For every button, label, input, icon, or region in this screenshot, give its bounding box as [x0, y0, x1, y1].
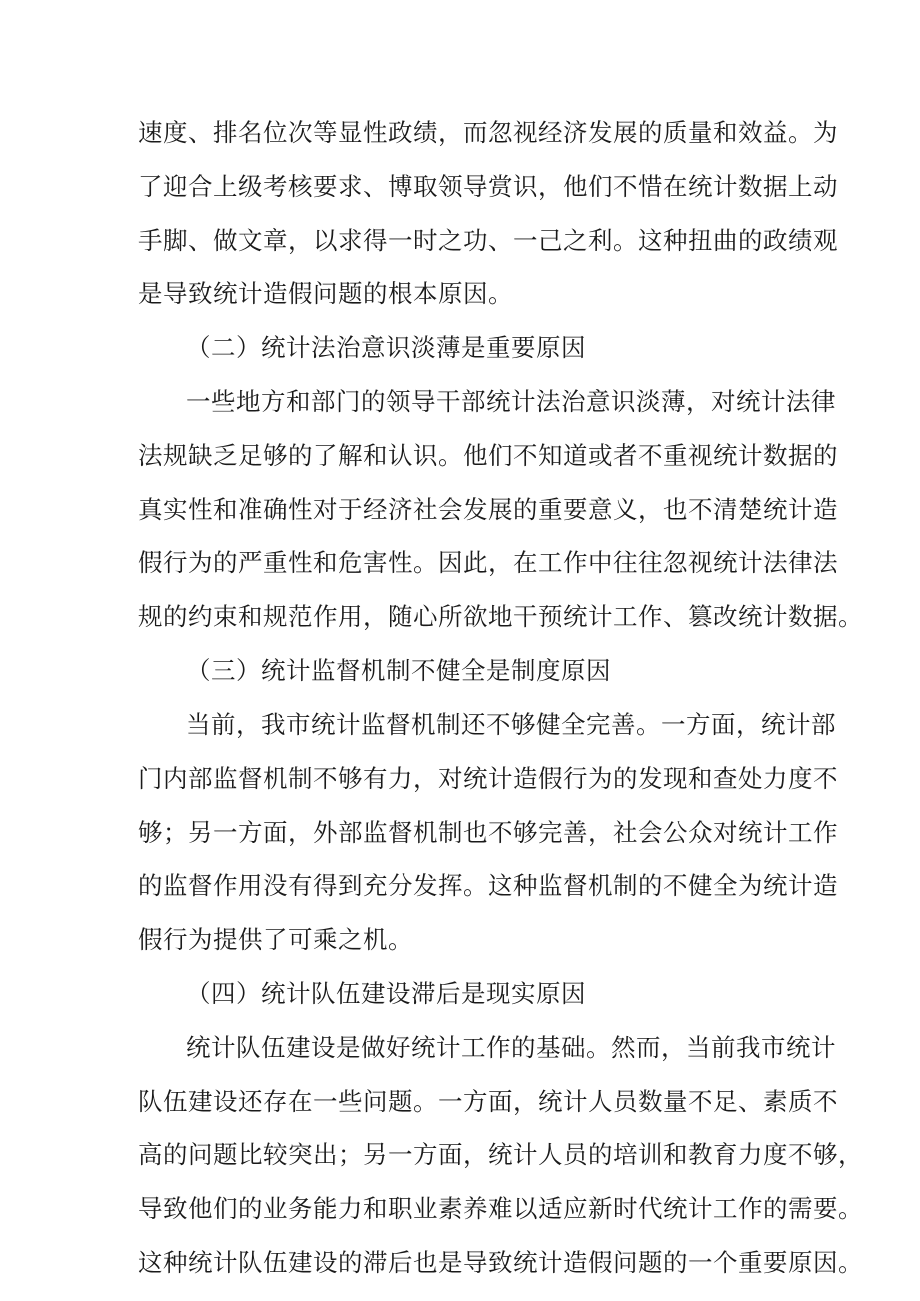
text-line: 手脚、做文章，以求得一时之功、一己之利。这种扭曲的政绩观 — [138, 226, 838, 255]
text-line: 假行为提供了可乘之机。 — [138, 925, 413, 954]
text-line: 的监督作用没有得到充分发挥。这种监督机制的不健全为统计造 — [138, 871, 838, 900]
section-heading: （二）统计法治意识淡薄是重要原因 — [186, 333, 586, 362]
text-line: 统计队伍建设是做好统计工作的基础。然而，当前我市统计 — [186, 1033, 836, 1062]
text-line: 高的问题比较突出；另一方面，统计人员的培训和教育力度不够， — [138, 1140, 863, 1169]
text-line: 这种统计队伍建设的滞后也是导致统计造假问题的一个重要原因。 — [138, 1248, 863, 1277]
section-heading: （四）统计队伍建设滞后是现实原因 — [186, 979, 586, 1008]
text-line: 真实性和准确性对于经济社会发展的重要意义，也不清楚统计造 — [138, 495, 838, 524]
text-line: 队伍建设还存在一些问题。一方面，统计人员数量不足、素质不 — [138, 1087, 838, 1116]
text-line: 导致他们的业务能力和职业素养难以适应新时代统计工作的需要。 — [138, 1194, 863, 1223]
section-heading: （三）统计监督机制不健全是制度原因 — [186, 656, 611, 685]
text-line: 了迎合上级考核要求、博取领导赏识，他们不惜在统计数据上动 — [138, 172, 838, 201]
text-line: 当前，我市统计监督机制还不够健全完善。一方面，统计部 — [186, 710, 836, 739]
text-line: 规的约束和规范作用，随心所欲地干预统计工作、篡改统计数据。 — [138, 602, 863, 631]
text-line: 一些地方和部门的领导干部统计法治意识淡薄，对统计法律 — [186, 387, 836, 416]
text-line: 法规缺乏足够的了解和认识。他们不知道或者不重视统计数据的 — [138, 441, 838, 470]
text-line: 速度、排名位次等显性政绩，而忽视经济发展的质量和效益。为 — [138, 118, 838, 147]
text-line: 是导致统计造假问题的根本原因。 — [138, 279, 513, 308]
text-line: 够；另一方面，外部监督机制也不够完善，社会公众对统计工作 — [138, 818, 838, 847]
text-line: 门内部监督机制不够有力，对统计造假行为的发现和查处力度不 — [138, 764, 838, 793]
text-line: 假行为的严重性和危害性。因此，在工作中往往忽视统计法律法 — [138, 548, 838, 577]
